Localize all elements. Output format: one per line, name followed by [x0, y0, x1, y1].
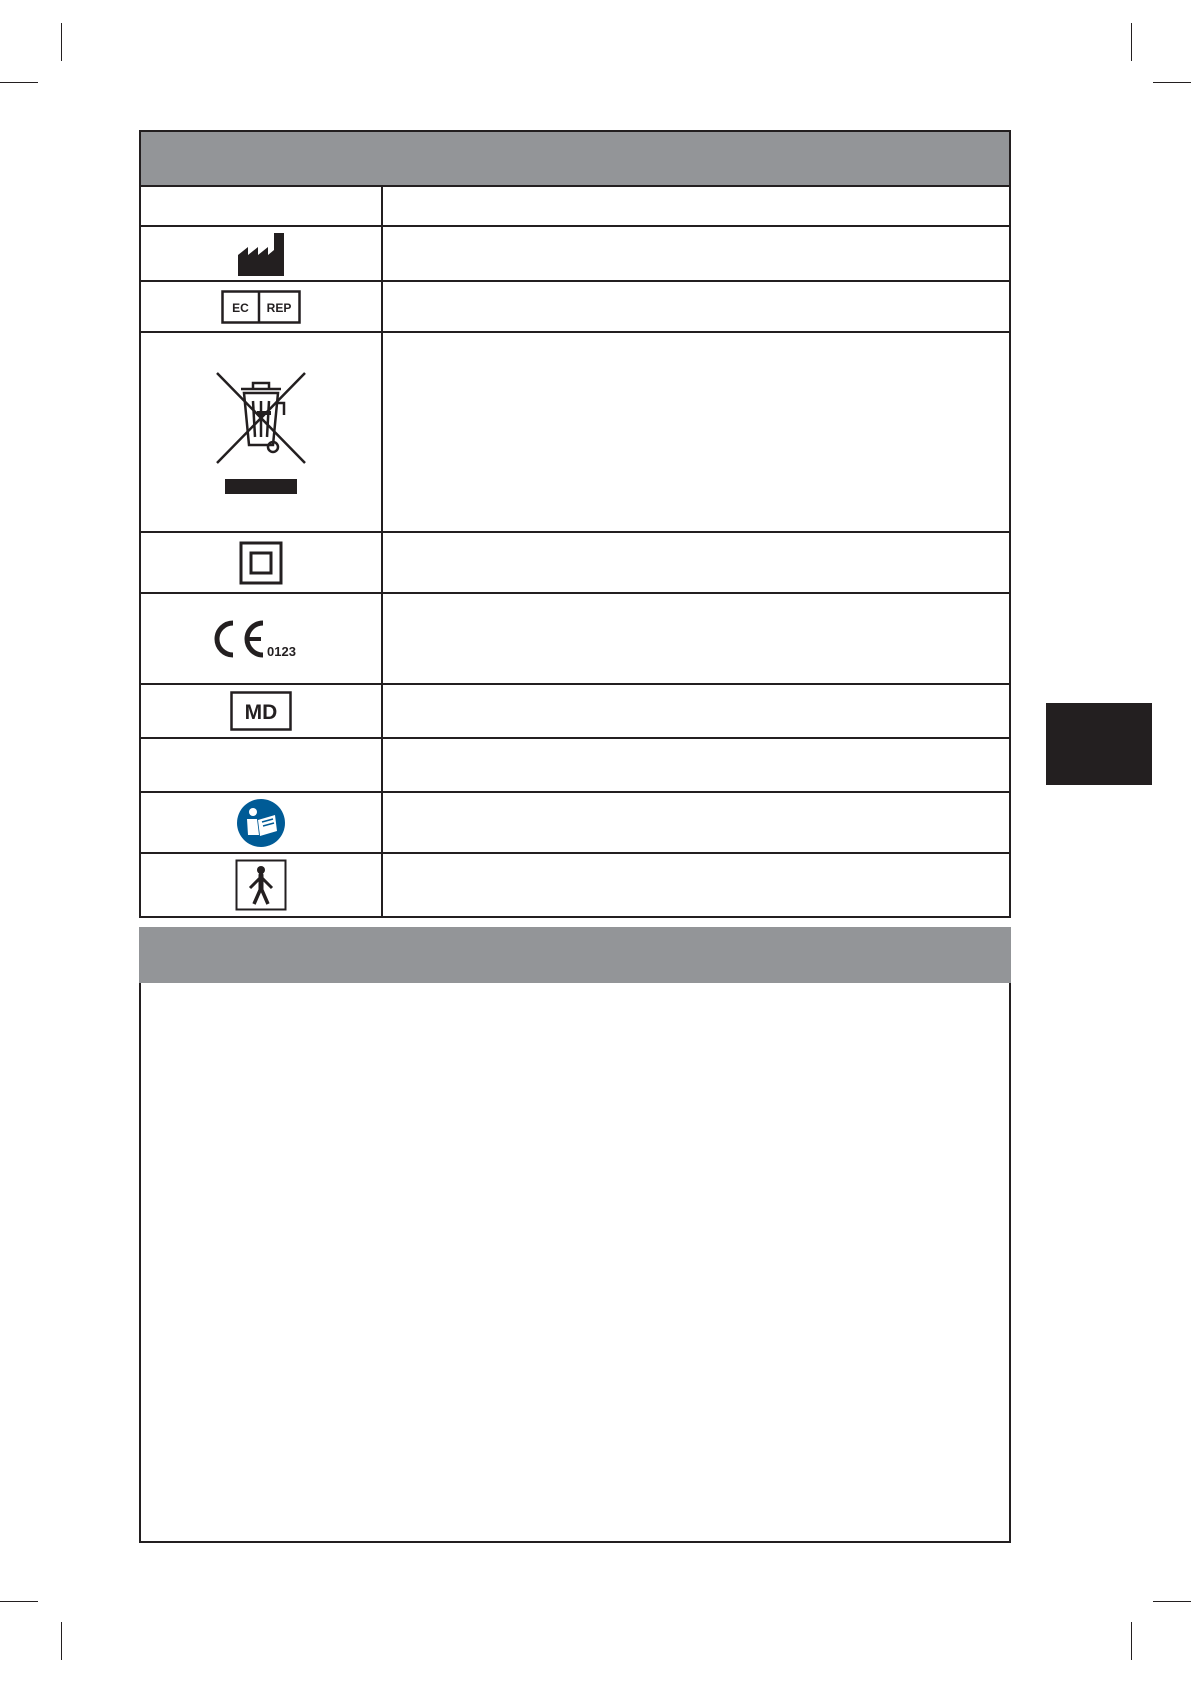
description-cell [383, 594, 1009, 683]
table-row [141, 533, 1009, 594]
ce-mark-icon [213, 619, 309, 659]
crop-mark-top-right-v [1131, 23, 1132, 61]
read-manual-icon [236, 798, 286, 848]
table-row [141, 793, 1009, 854]
crop-mark-bottom-left-h [0, 1601, 38, 1602]
section-body [139, 983, 1011, 1543]
ec-rep-icon [221, 290, 301, 324]
description-cell [383, 533, 1009, 592]
section-header [139, 927, 1011, 983]
description-cell [383, 854, 1009, 916]
manufacturer-icon [236, 231, 286, 277]
md-medical-device-icon [230, 691, 292, 731]
description-cell [383, 282, 1009, 331]
symbol-cell [141, 854, 383, 916]
table-row [141, 187, 1009, 227]
description-cell [383, 333, 1009, 531]
symbol-cell [141, 739, 383, 791]
symbol-cell [141, 685, 383, 737]
crop-mark-bottom-right-h [1153, 1601, 1191, 1602]
description-cell [383, 227, 1009, 280]
crop-mark-top-right-h [1153, 82, 1191, 83]
symbols-table-header [141, 132, 1009, 187]
table-row [141, 594, 1009, 685]
ec-rep-right-label: REP [266, 300, 292, 315]
symbol-cell [141, 333, 383, 531]
table-row [141, 685, 1009, 739]
crop-mark-top-left-v [61, 23, 62, 61]
table-row [141, 227, 1009, 282]
chapter-tab [1046, 703, 1152, 785]
table-row [141, 282, 1009, 333]
symbol-cell [141, 227, 383, 280]
class-ii-double-square-icon [239, 541, 283, 585]
symbol-cell [141, 594, 383, 683]
description-cell [383, 793, 1009, 852]
symbol-cell [141, 533, 383, 592]
description-cell [383, 187, 1009, 225]
md-label: MD [244, 701, 278, 724]
table-row [141, 739, 1009, 793]
ec-rep-left-label: EC [232, 300, 249, 315]
description-cell [383, 739, 1009, 791]
symbol-cell [141, 793, 383, 852]
weee-crossed-bin-icon [213, 367, 309, 497]
crop-mark-bottom-right-v [1131, 1622, 1132, 1660]
crop-mark-bottom-left-v [61, 1622, 62, 1660]
ce-number: 0123 [267, 643, 296, 659]
symbol-cell [141, 282, 383, 331]
table-row [141, 333, 1009, 533]
description-cell [383, 685, 1009, 737]
type-bf-applied-part-icon [235, 859, 287, 911]
symbols-table [139, 130, 1011, 918]
symbol-cell [141, 187, 383, 225]
table-row [141, 854, 1009, 916]
crop-mark-top-left-h [0, 82, 38, 83]
